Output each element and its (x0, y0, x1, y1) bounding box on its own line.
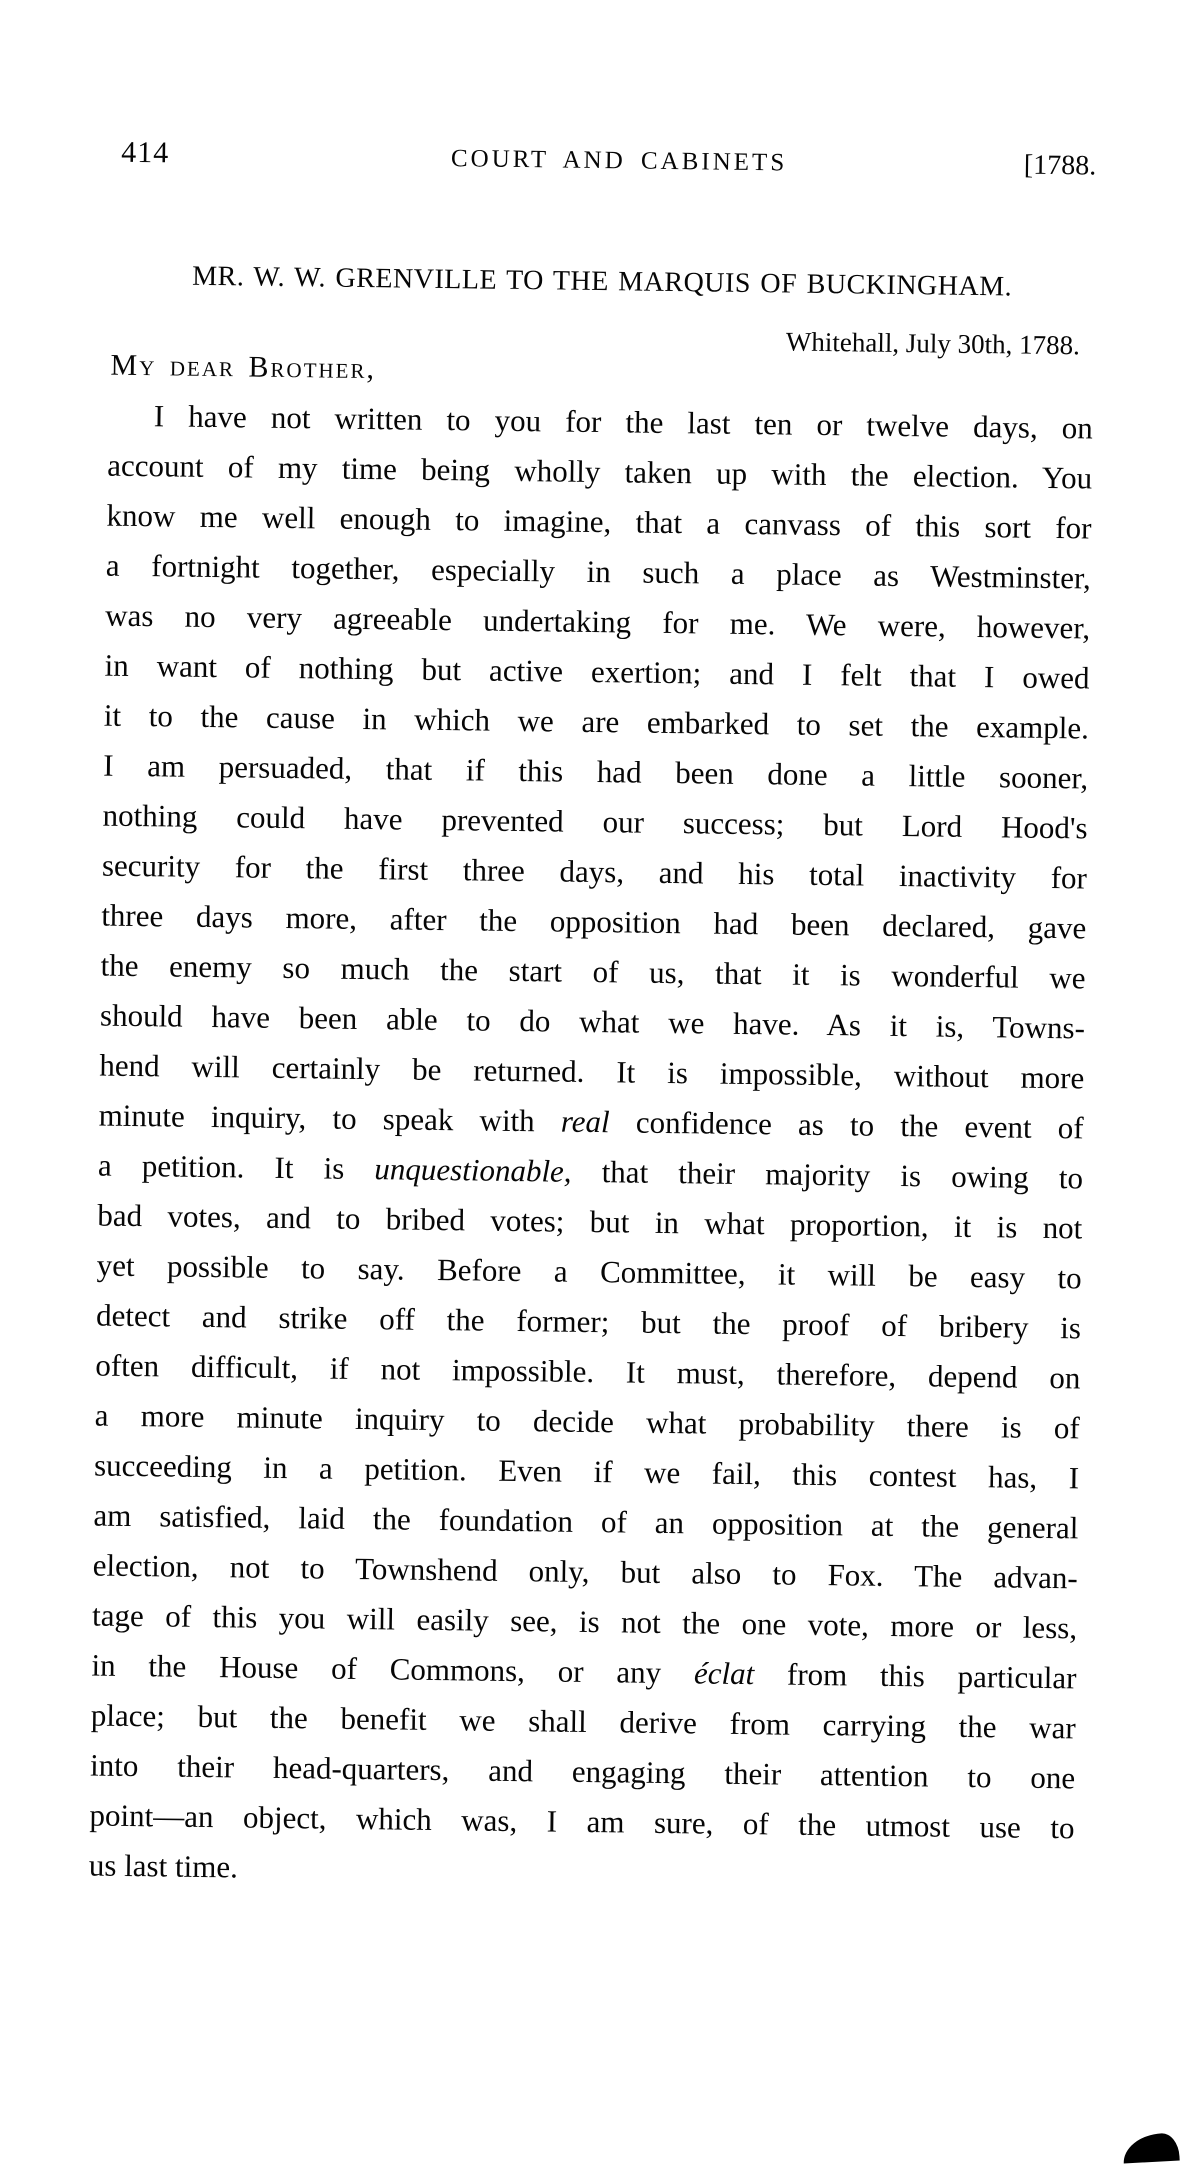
book-page (89, 136, 1097, 1904)
letter-body (89, 391, 1094, 1904)
page-header (111, 136, 1096, 183)
letter-body-line: succeeding in a petition. Even if we fail, this contest has, I (93, 1447, 1080, 1496)
letter-body-line: am satisfied, laid the foundation of an opposition at the general (93, 1497, 1079, 1546)
letter-body-line: into their head-quarters, and engaging their attention to one (89, 1747, 1076, 1796)
letter-body-line: point—an object, which was, I am sure, of the utmost use to (89, 1797, 1075, 1846)
letter-body-line: three days more, after the opposition had been declared, gave (101, 897, 1087, 946)
letter-body-line: in want of nothing but active exertion; and I felt that I owed (104, 647, 1090, 696)
letter-body-line: tage of this you will easily see, is not the one vote, more or less, (91, 1597, 1078, 1646)
letter-body-line: should have been able to do what we have. As it is, Towns- (99, 997, 1086, 1046)
letter-body-line: account of my time being wholly taken up with the election. You (106, 447, 1093, 496)
letter-body-line: a more minute inquiry to decide what probability there is of (94, 1397, 1080, 1446)
page-number: 414 (121, 135, 170, 170)
scan-artifact-blob (1122, 2133, 1179, 2164)
letter-body-line: it to the cause in which we are embarked to set the example. (103, 697, 1090, 746)
letter-body-line: was no very agreeable undertaking for me. We were, however, (105, 597, 1091, 646)
letter-body-line: know me well enough to imagine, that a canvass of this sort for (106, 497, 1092, 546)
year-marker: [1788. (1023, 149, 1097, 182)
letter-body-line: detect and strike off the former; but the proof of bribery is (95, 1297, 1082, 1346)
letter-body-line: nothing could have prevented our success; but Lord Hood's (102, 797, 1088, 846)
letter-body-line: I am persuaded, that if this had been done a little sooner, (103, 747, 1089, 796)
letter-body-line: often difficult, if not impossible. It must, therefore, depend on (95, 1347, 1081, 1396)
letter-body-line: I have not written to you for the last ten or twelve days, on (153, 398, 1094, 446)
letter-body-line: the enemy so much the start of us, that it is wonderful we (100, 947, 1086, 996)
letter-body-line: us last time. (88, 1847, 239, 1885)
running-title: COURT AND CABINETS (450, 145, 788, 177)
letter-body-line: hend will certainly be returned. It is impossible, without more (99, 1047, 1085, 1096)
letter-body-line: bad votes, and to bribed votes; but in what proportion, it is not (97, 1197, 1083, 1246)
letter-body-line: minute inquiry, to speak with real confidence as to the event of (98, 1097, 1084, 1146)
letter-body-line: a fortnight together, especially in such a place as Westminster, (105, 547, 1092, 596)
letter-body-line: security for the first three days, and his total inactivity for (101, 847, 1088, 896)
letter-body-line: a petition. It is unquestionable, that their majority is owing to (97, 1147, 1084, 1196)
letter-body-line: place; but the benefit we shall derive from carrying the war (90, 1697, 1076, 1746)
letter-body-line: election, not to Townshend only, but also to Fox. The advan- (92, 1547, 1078, 1596)
letter-salutation: My dear Brother, (110, 348, 377, 386)
letter-dateline: Whitehall, July 30th, 1788. (785, 326, 1081, 361)
letter-body-line: in the House of Commons, or any éclat from this particular (91, 1647, 1077, 1696)
letter-heading: MR. W. W. GRENVILLE TO THE MARQUIS OF BUCKINGHAM. (192, 260, 1013, 303)
letter-body-line: yet possible to say. Before a Committee, it will be easy to (96, 1247, 1082, 1296)
